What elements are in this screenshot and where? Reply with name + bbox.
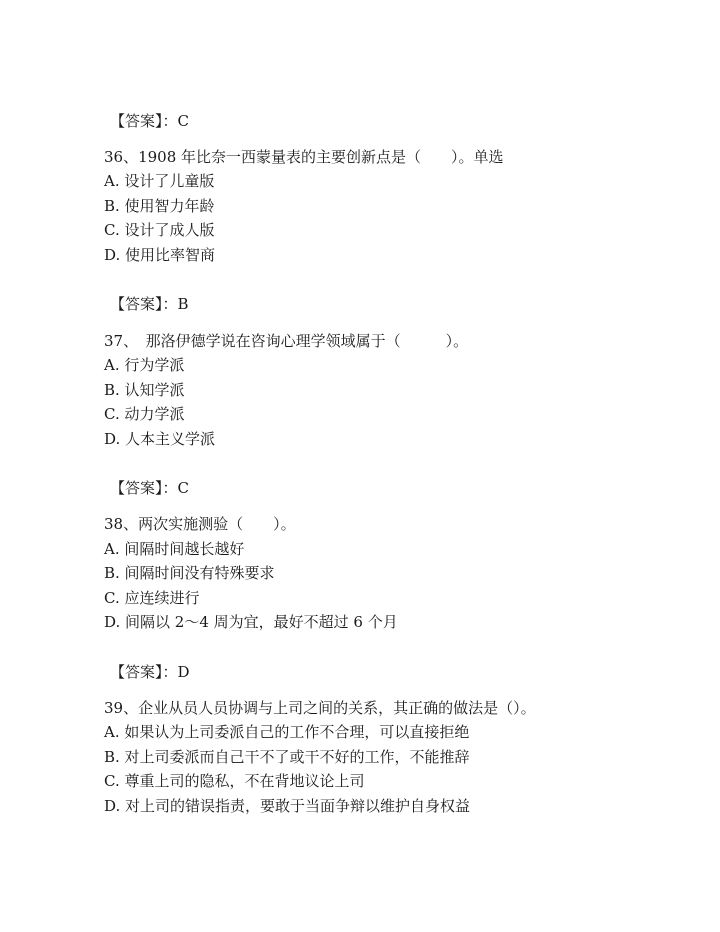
option-37-c: C. 动力学派 bbox=[104, 405, 185, 423]
question-39: 39、企业从员人员协调与上司之间的关系，其正确的做法是（）。 bbox=[104, 699, 536, 717]
option-37-d: D. 人本主义学派 bbox=[104, 430, 216, 448]
option-39-b: B. 对上司委派而自己干不了或干不好的工作，不能推辞 bbox=[104, 748, 470, 766]
option-36-b: B. 使用智力年龄 bbox=[104, 197, 215, 215]
option-37-a: A. 行为学派 bbox=[104, 356, 185, 374]
option-38-a: A. 间隔时间越长越好 bbox=[104, 540, 245, 558]
option-38-c: C. 应连续进行 bbox=[104, 589, 200, 607]
option-38-b: B. 间隔时间没有特殊要求 bbox=[104, 564, 275, 582]
answer-line: 【答案】：B bbox=[110, 295, 189, 313]
option-39-c: C. 尊重上司的隐私，不在背地议论上司 bbox=[104, 772, 365, 790]
question-36: 36、1908 年比奈一西蒙量表的主要创新点是（ ）。单选 bbox=[104, 148, 504, 166]
option-37-b: B. 认知学派 bbox=[104, 381, 185, 399]
option-36-c: C. 设计了成人版 bbox=[104, 221, 215, 239]
option-38-d: D. 间隔以 2～4 周为宜，最好不超过 6 个月 bbox=[104, 613, 398, 631]
question-38: 38、两次实施测验（ ）。 bbox=[104, 515, 296, 533]
option-39-a: A. 如果认为上司委派自己的工作不合理，可以直接拒绝 bbox=[104, 723, 470, 741]
option-36-a: A. 设计了儿童版 bbox=[104, 172, 215, 190]
question-37: 37、 那洛伊德学说在咨询心理学领域属于（ ）。 bbox=[104, 332, 469, 350]
answer-line: 【答案】：C bbox=[110, 479, 189, 497]
answer-line: 【答案】：C bbox=[110, 112, 189, 130]
option-39-d: D. 对上司的错误指责，要敢于当面争辩以维护自身权益 bbox=[104, 797, 471, 815]
answer-line: 【答案】：D bbox=[110, 663, 190, 681]
option-36-d: D. 使用比率智商 bbox=[104, 246, 216, 264]
